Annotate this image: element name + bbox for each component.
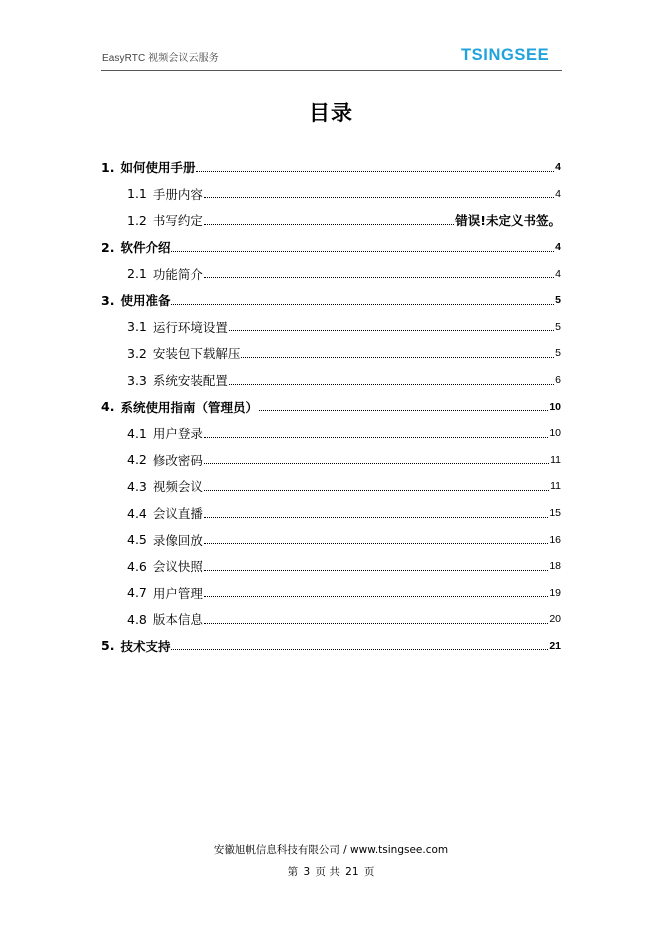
toc-entry-label: 系统使用指南（管理员）: [120, 399, 258, 415]
toc-entry[interactable]: [101, 340, 561, 367]
toc-leader-dots: [259, 410, 548, 411]
toc-entry-label: 用户管理: [152, 585, 203, 601]
toc-entry-label: 使用准备: [120, 293, 171, 309]
toc-entry-page: 18: [549, 560, 561, 573]
toc-entry-number: 4.: [101, 399, 115, 415]
toc-entry-label: 会议直播: [152, 506, 203, 522]
toc-entry-page: 4: [555, 267, 561, 280]
toc-entry-label: 视频会议: [152, 479, 203, 495]
toc-leader-dots: [204, 437, 548, 438]
toc-entry-label: 录像回放: [152, 532, 203, 548]
toc-entry-number: 4.2: [127, 452, 147, 468]
toc-entry-page: 10: [549, 427, 561, 440]
toc-entry-number: 5.: [101, 638, 115, 654]
toc-entry-label: 系统安装配置: [152, 373, 228, 389]
page-total: 21: [345, 866, 359, 878]
toc-entry[interactable]: [101, 154, 561, 181]
toc-entry[interactable]: [101, 393, 561, 420]
toc-entry-page: 16: [549, 533, 561, 546]
toc-entry-label: 如何使用手册: [120, 160, 196, 176]
toc-entry-label: 技术支持: [120, 638, 171, 654]
toc-entry[interactable]: [101, 181, 561, 208]
page-prefix: 第: [287, 866, 299, 878]
toc-entry-page: 4: [555, 241, 561, 254]
toc-entry[interactable]: [101, 580, 561, 607]
footer-company: 安徽旭帆信息科技有限公司 / www.tsingsee.com: [213, 844, 449, 856]
toc-entry-page: 5: [555, 320, 561, 333]
toc-entry[interactable]: [101, 500, 561, 527]
toc-entry-number: 4.4: [127, 505, 147, 521]
toc-entry-number: 4.3: [127, 478, 147, 494]
toc-leader-dots: [171, 649, 548, 650]
toc-entry[interactable]: [101, 207, 561, 234]
toc-entry[interactable]: [101, 553, 561, 580]
toc-leader-dots: [204, 463, 549, 464]
toc-leader-dots: [229, 330, 554, 331]
toc-entry[interactable]: [101, 447, 561, 474]
toc-entry-label: 会议快照: [152, 559, 203, 575]
toc-entry-number: 2.1: [127, 266, 147, 282]
toc-entry-label: 书写约定: [152, 213, 203, 229]
toc-leader-dots: [204, 277, 554, 278]
toc-entry-label: 手册内容: [152, 186, 203, 202]
toc-entry[interactable]: [101, 526, 561, 553]
toc-entry-page: 21: [549, 639, 561, 652]
toc-leader-dots: [204, 623, 548, 624]
toc-entry-number: 4.8: [127, 611, 147, 627]
logo-text: TSINGSEE: [461, 46, 550, 63]
toc-leader-dots: [204, 596, 548, 597]
tsingsee-logo: [461, 45, 561, 63]
toc-entry-label: 版本信息: [152, 612, 203, 628]
toc-entry-page: 20: [549, 613, 561, 626]
toc-entry-number: 1.1: [127, 186, 147, 202]
toc-entry[interactable]: [101, 606, 561, 633]
toc-entry-page: 10: [549, 400, 561, 413]
toc-entry-page: 4: [555, 161, 561, 174]
toc-entry-page: 15: [549, 507, 561, 520]
toc-list: [101, 154, 561, 659]
footer-page-number: [0, 864, 662, 879]
toc-leader-dots: [204, 517, 548, 518]
toc-entry-page: 错误!未定义书签。: [455, 213, 561, 229]
toc-entry[interactable]: [101, 287, 561, 314]
toc-entry[interactable]: [101, 367, 561, 394]
toc-entry-page: 19: [549, 586, 561, 599]
page-suffix: 页: [363, 866, 375, 878]
toc-entry-number: 1.2: [127, 212, 147, 228]
toc-entry[interactable]: [101, 314, 561, 341]
toc-entry-number: 3.1: [127, 319, 147, 335]
toc-leader-dots: [171, 304, 554, 305]
toc-title: 目录: [309, 101, 353, 125]
toc-entry-number: 3.: [101, 292, 115, 308]
toc-entry-page: 4: [555, 187, 561, 200]
toc-entry-page: 11: [550, 480, 561, 493]
toc-entry-label: 软件介绍: [120, 240, 171, 256]
toc-entry-number: 2.: [101, 239, 115, 255]
toc-entry-label: 安装包下载解压: [152, 346, 241, 362]
header-divider: [101, 70, 562, 71]
toc-entry-number: 4.6: [127, 558, 147, 574]
page-current: 3: [303, 866, 311, 878]
toc-entry-number: 4.1: [127, 425, 147, 441]
toc-leader-dots: [196, 171, 554, 172]
page-mid: 页 共: [315, 866, 340, 878]
toc-entry-page: 11: [550, 453, 561, 466]
toc-entry-number: 4.7: [127, 585, 147, 601]
toc-entry-number: 1.: [101, 159, 115, 175]
toc-leader-dots: [204, 543, 548, 544]
toc-entry-label: 修改密码: [152, 452, 203, 468]
toc-entry[interactable]: [101, 260, 561, 287]
header-doc-title: EasyRTC 视频会议云服务: [102, 53, 219, 64]
toc-entry[interactable]: [101, 473, 561, 500]
toc-entry-number: 3.3: [127, 372, 147, 388]
toc-leader-dots: [204, 197, 554, 198]
toc-entry-label: 运行环境设置: [152, 319, 228, 335]
toc-entry-page: 5: [555, 347, 561, 360]
toc-entry-number: 4.5: [127, 532, 147, 548]
toc-entry-number: 3.2: [127, 345, 147, 361]
toc-entry[interactable]: [101, 420, 561, 447]
toc-entry-label: 功能简介: [152, 266, 203, 282]
toc-leader-dots: [204, 224, 454, 225]
toc-leader-dots: [204, 570, 548, 571]
toc-leader-dots: [241, 357, 554, 358]
toc-entry-page: 5: [555, 294, 561, 307]
toc-leader-dots: [204, 490, 549, 491]
toc-entry[interactable]: [101, 633, 561, 660]
toc-entry-page: 6: [555, 374, 561, 387]
toc-leader-dots: [229, 384, 554, 385]
toc-entry-label: 用户登录: [152, 426, 203, 442]
toc-leader-dots: [171, 251, 554, 252]
toc-entry[interactable]: [101, 234, 561, 261]
